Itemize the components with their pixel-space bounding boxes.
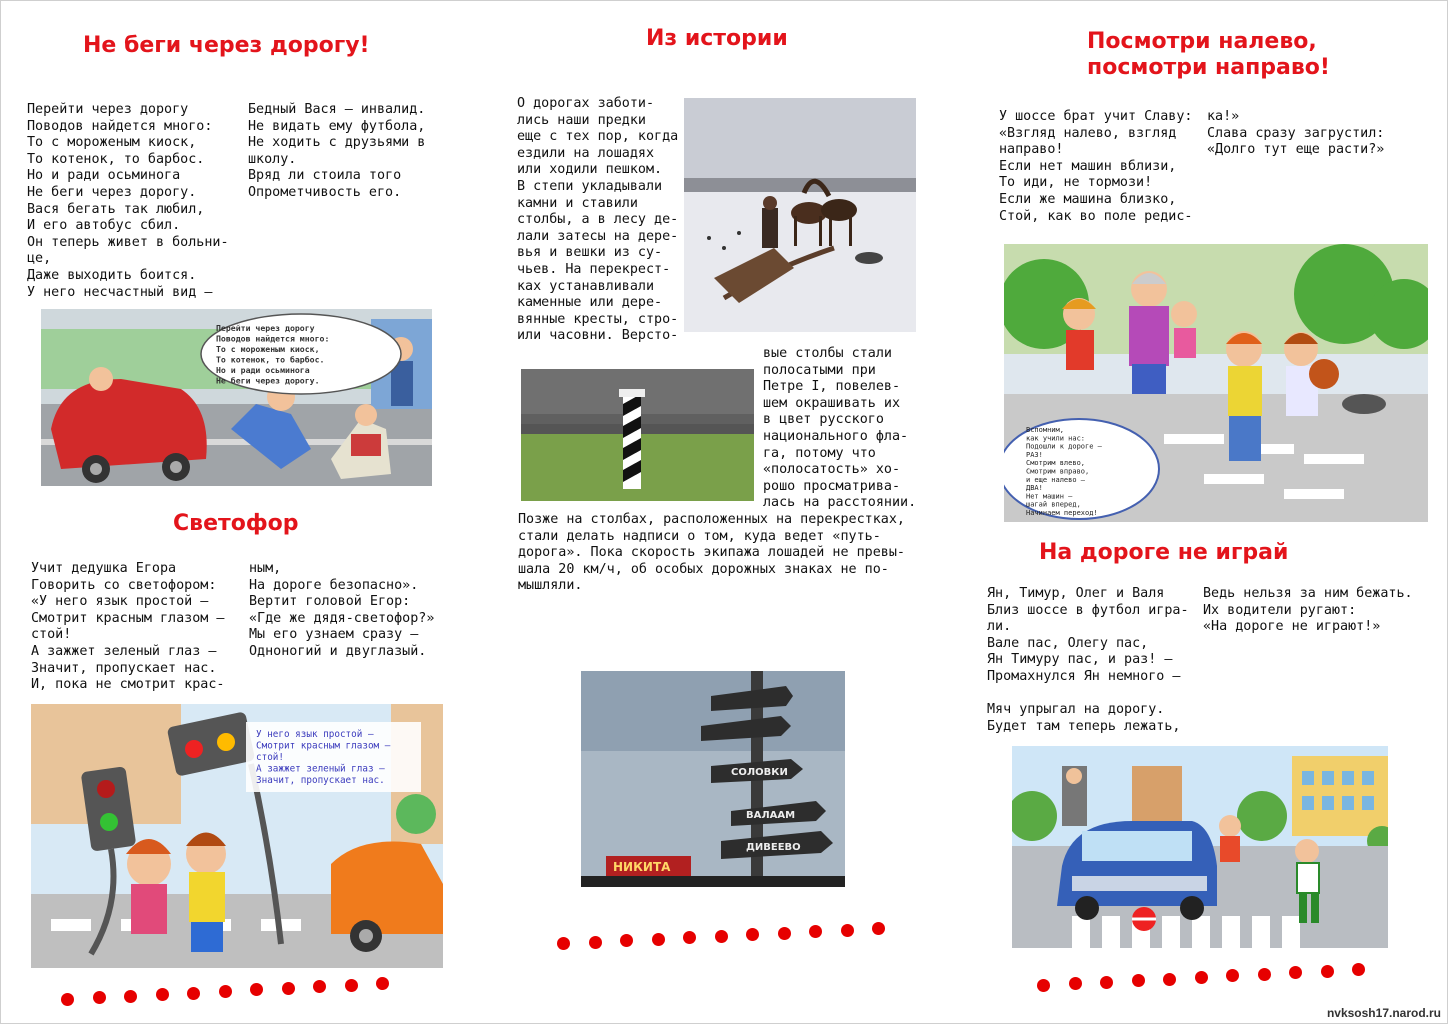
poem-line: Не видать ему футбола, xyxy=(248,118,426,134)
poem-line: Не беги через дорогу. xyxy=(27,184,197,200)
poem-line: Если же машина близко, xyxy=(999,191,1177,207)
prose-line: мышляли. xyxy=(518,578,583,594)
poem-line: «На дороге не играют!» xyxy=(1203,619,1381,635)
prose-line: ездили на лошадях xyxy=(517,145,655,161)
poem-line: «Взгляд налево, взгляд xyxy=(999,125,1177,141)
poem-line: Даже выходить боится. xyxy=(27,267,197,283)
poem-line: Вертит головой Егор: xyxy=(249,594,411,610)
poem-line: Говорить со светофором: xyxy=(31,577,217,593)
signpost-label: НИКИТА xyxy=(613,860,671,874)
poem-line: Учит дедушка Егора xyxy=(31,561,177,576)
decor-dot xyxy=(124,990,137,1003)
decor-dot xyxy=(187,987,200,1000)
prose-line: Петре I, повелев- xyxy=(763,379,901,395)
prose-line: «полосатость» хо- xyxy=(763,462,901,478)
poem-line: Ян, Тимур, Олег и Валя xyxy=(987,586,1165,601)
bubble-line: Смотрит красным глазом – xyxy=(256,740,391,752)
poem-line: «У него язык простой – xyxy=(31,594,209,610)
decor-dot xyxy=(1132,974,1145,987)
prose-line: или часовни. Версто- xyxy=(517,328,679,344)
signpost-label: ДИВЕЕВО xyxy=(746,842,801,853)
decor-dot xyxy=(250,983,263,996)
prose-line: лись наши предки xyxy=(517,112,646,128)
bubble-line: То с мороженым киоск, xyxy=(216,344,320,354)
poem-line: Перейти через дорогу xyxy=(27,102,189,117)
poem-line: ли. xyxy=(987,619,1012,635)
poem-line: И его автобус сбил. xyxy=(27,218,181,234)
prose-line: чьев. На перекрест- xyxy=(517,261,671,277)
prose-line: шем окрашивать их xyxy=(763,395,901,411)
poem-line: То иди, не тормози! xyxy=(999,175,1153,191)
poem-line: Вряд ли стоила того xyxy=(248,168,402,184)
svg-text:Перейти через дорогуПоводов на xyxy=(216,323,329,386)
poem-line: Не ходить с друзьями в xyxy=(248,135,426,151)
poem-line xyxy=(987,686,1189,703)
poem-line: И, пока не смотрит крас- xyxy=(31,677,225,693)
decor-dot xyxy=(1321,965,1334,978)
bubble-line: Поводов найдется много: xyxy=(216,333,330,344)
bubble-line: Значит, пропускает нас. xyxy=(256,775,385,786)
illustration-ball-on-road xyxy=(1012,746,1388,948)
prose-line: стали делать надписи о том, куда ведет «путь- xyxy=(518,528,881,544)
prose-line: дорога». Пока скорость экипажа лошадей не превы- xyxy=(518,545,905,561)
decor-dot xyxy=(557,937,570,950)
decor-dot xyxy=(282,982,295,995)
bubble-line: То котенок, то барбос. xyxy=(216,354,325,365)
bubble-line: Смотрим вправо, xyxy=(1026,467,1090,476)
photo-striped-verst-post xyxy=(521,369,754,501)
poem-line: школу. xyxy=(248,151,297,167)
poem-line: Бедный Вася – инвалид. xyxy=(248,102,426,117)
poem-traffic-light-left xyxy=(31,561,224,694)
prose-line: вья и вешки из су- xyxy=(517,245,663,261)
bubble-line: Начинаем переход! xyxy=(1026,509,1098,517)
poem-dont-run-right xyxy=(248,102,425,202)
prose-line: каменные или дере- xyxy=(517,295,663,311)
poem-line: направо! xyxy=(999,142,1064,158)
poem-line: Мяч упрыгал на дорогу. xyxy=(987,702,1165,718)
bubble-line: Но и ради осьминога xyxy=(216,365,310,375)
prose-line: вые столбы стали xyxy=(763,346,892,361)
prose-line: шала 20 км/ч, об особых дорожных знаках не по- xyxy=(518,561,889,577)
prose-line: ках устанавливали xyxy=(517,278,655,294)
decor-dot xyxy=(620,934,633,947)
decor-dot xyxy=(841,924,854,937)
decor-dot xyxy=(1163,973,1176,986)
prose-line: лали затесы на дере- xyxy=(517,228,679,244)
poem-line: У него несчастный вид – xyxy=(27,284,213,300)
poem-dont-run-left xyxy=(27,102,229,301)
prose-line: рошо просматрива- xyxy=(763,478,901,494)
illustration-traffic-lights-children xyxy=(31,704,443,968)
prose-line: национального фла- xyxy=(763,428,909,444)
bubble-line: ДВА! xyxy=(1026,484,1043,493)
poem-look-left-left xyxy=(999,109,1192,225)
bubble-line: РАЗ! xyxy=(1026,450,1043,459)
decor-dot xyxy=(219,985,232,998)
decor-dot xyxy=(809,925,822,938)
poem-line: «Где же дядя-светофор?» xyxy=(249,610,435,626)
poem-line: Слава сразу загрустил: xyxy=(1207,125,1385,141)
decor-dot xyxy=(1226,969,1239,982)
poem-line: Опрометчивость его. xyxy=(248,184,402,200)
title-traffic-light: Светофор xyxy=(173,511,299,536)
poem-line: Вася бегать так любил, xyxy=(27,201,205,217)
site-credit: nvksosh17.narod.ru xyxy=(1326,1006,1441,1020)
poem-dont-play-left xyxy=(987,586,1189,735)
bubble-line: У него язык простой – xyxy=(256,729,374,740)
poem-line: Если нет машин вблизи, xyxy=(999,158,1177,174)
poem-line: Их водители ругают: xyxy=(1203,602,1357,618)
painting-winter-troika xyxy=(684,98,916,332)
bubble-line: Вспомним, xyxy=(1026,426,1064,434)
bubble-line: Не беги через дорогу. xyxy=(216,375,320,386)
poem-line: Мы его узнаем сразу – xyxy=(249,627,419,643)
title-from-history: Из истории xyxy=(646,26,788,51)
title-dont-play-on-road: На дороге не играй xyxy=(1039,540,1289,565)
poem-line: Он теперь живет в больни- xyxy=(27,234,229,250)
poem-line: Будет там теперь лежать, xyxy=(987,718,1181,734)
poem-line: Поводов найдется много: xyxy=(27,118,213,134)
poem-line: Но и ради осьминога xyxy=(27,168,181,184)
history-text-bottom xyxy=(518,512,905,595)
bubble-line: Смотрим влево, xyxy=(1026,459,1086,468)
prose-line: в цвет русского xyxy=(763,412,884,428)
bubble-line: шагай вперед, xyxy=(1026,500,1081,509)
poem-line: ка!» xyxy=(1207,109,1240,124)
decor-dot xyxy=(1352,963,1365,976)
prose-line: Позже на столбах, расположенных на перекрестках, xyxy=(518,512,905,527)
poem-line: Смотрит красным глазом – xyxy=(31,610,225,626)
poem-line: А зажжет зеленый глаз – xyxy=(31,643,217,659)
prose-line: или ходили пешком. xyxy=(517,162,663,178)
decor-dot xyxy=(313,980,326,993)
signpost-label: СОЛОВКИ xyxy=(731,767,788,778)
prose-line: еще с тех пор, когда xyxy=(517,129,679,145)
prose-line: камни и ставили xyxy=(517,195,638,211)
prose-line: лась на расстоянии. xyxy=(763,495,917,511)
decor-dot xyxy=(61,993,74,1006)
illustration-grandma-crossing xyxy=(1004,244,1428,522)
decor-dot xyxy=(746,928,759,941)
bubble-line: стой! xyxy=(256,752,284,763)
decor-dot xyxy=(589,936,602,949)
photo-signpost xyxy=(581,671,845,887)
prose-line: В степи укладывали xyxy=(517,178,663,194)
bubble-line: Перейти через дорогу xyxy=(216,323,315,333)
poem-line: «Долго тут еще расти?» xyxy=(1207,142,1385,158)
signpost-label: ВАЛААМ xyxy=(746,810,796,821)
decor-dot xyxy=(1195,971,1208,984)
poem-line: ным, xyxy=(249,561,282,576)
poem-line: Одноногий и двуглазый. xyxy=(249,643,427,659)
title-dont-run: Не беги через дорогу! xyxy=(83,33,370,58)
history-text-middle xyxy=(763,346,916,512)
poem-line: Промахнулся Ян немного – xyxy=(987,668,1181,684)
poem-line: це, xyxy=(27,251,52,267)
poem-line: Ян Тимуру пас, и раз! – xyxy=(987,652,1173,668)
poem-line: То котенок, то барбос. xyxy=(27,151,205,167)
bubble-line: Подошли к дороге – xyxy=(1026,442,1102,451)
title-look-left-right: Посмотри налево, посмотри направо! xyxy=(1087,29,1330,80)
prose-line: О дорогах заботи- xyxy=(517,96,655,111)
decor-dot xyxy=(1289,966,1302,979)
prose-line: полосатыми при xyxy=(763,362,876,378)
history-text-top xyxy=(517,96,678,345)
poem-dont-play-right xyxy=(1203,586,1413,636)
bubble-line: и еще налево – xyxy=(1026,475,1086,484)
bubble-line: Нет машин – xyxy=(1026,492,1073,501)
decor-dot xyxy=(1258,968,1271,981)
poem-line: Ведь нельзя за ним бежать. xyxy=(1203,586,1413,601)
prose-line: га, потому что xyxy=(763,445,876,461)
prose-line: вянные кресты, стро- xyxy=(517,311,679,327)
poem-line: стой! xyxy=(31,627,72,643)
decor-dot xyxy=(683,931,696,944)
illustration-boy-running-road xyxy=(41,309,432,486)
poem-line: Стой, как во поле редис- xyxy=(999,208,1193,224)
decor-dot xyxy=(1037,979,1050,992)
decor-dot xyxy=(93,991,106,1004)
decor-dot xyxy=(156,988,169,1001)
decor-dot xyxy=(715,930,728,943)
bubble-line: А зажжет зеленый глаз – xyxy=(256,763,385,775)
poem-line: Значит, пропускает нас. xyxy=(31,660,217,676)
decor-dot xyxy=(1100,976,1113,989)
poem-traffic-light-right xyxy=(249,561,434,661)
poem-line: На дороге безопасно». xyxy=(249,577,419,593)
bubble-line: как учили нас: xyxy=(1026,434,1086,443)
poem-line: У шоссе брат учит Славу: xyxy=(999,109,1193,124)
decor-dot xyxy=(376,977,389,990)
decor-dot xyxy=(778,927,791,940)
poem-line: Близ шоссе в футбол игра- xyxy=(987,602,1189,618)
decor-dot xyxy=(1069,977,1082,990)
poem-look-left-right xyxy=(1207,109,1384,159)
prose-line: столбы, а в лесу де- xyxy=(517,212,679,228)
poem-line: То с мороженым киоск, xyxy=(27,135,197,151)
decor-dot xyxy=(652,933,665,946)
poem-line: Вале пас, Олегу пас, xyxy=(987,635,1149,651)
decor-dot xyxy=(345,979,358,992)
decor-dot xyxy=(872,922,885,935)
